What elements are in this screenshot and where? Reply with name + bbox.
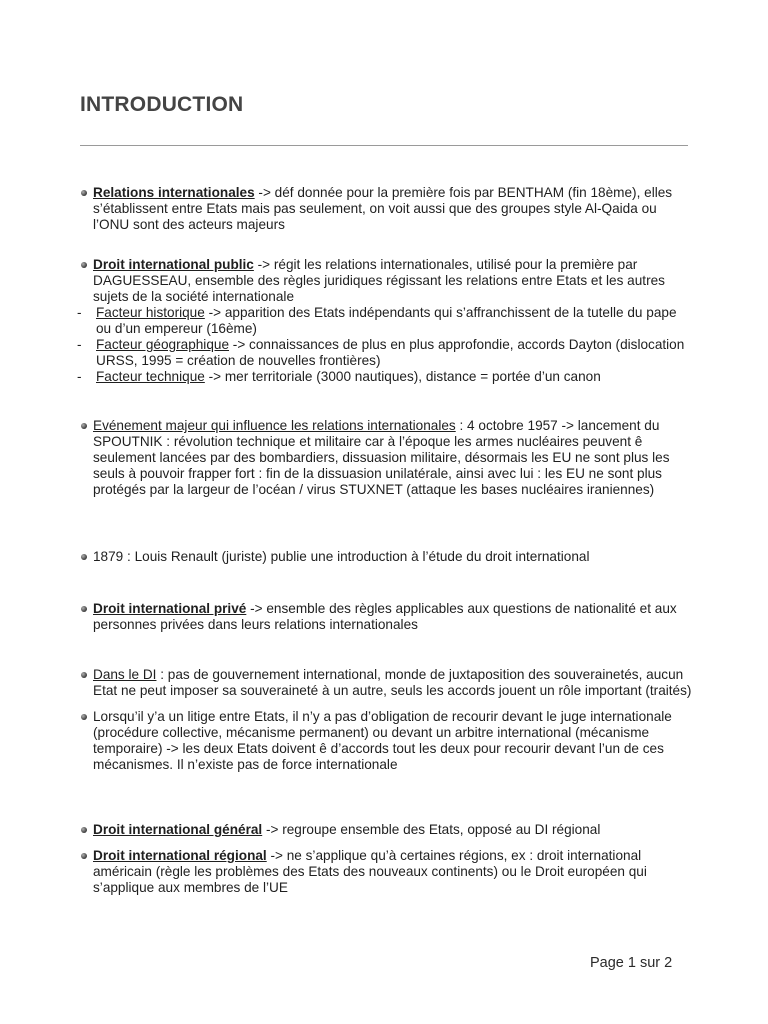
- list-item: [80, 257, 692, 305]
- sub-term: Facteur géographique: [96, 337, 230, 352]
- section-droit-international-public: [77, 257, 692, 385]
- bullet-icon: [81, 554, 87, 560]
- term: Relations internationales: [93, 185, 255, 200]
- definition-text: -> régit les relations internationales, utilisé pour la première par DAGUESSEAU, ensemble des règles juridiques régissant les relations entre Etats et les autres sujets de la société internationale: [93, 257, 665, 304]
- definition-text: : 4 octobre 1957 -> lancement du SPOUTNIK : révolution technique et militaire car à l’époque les armes nucléaires peuvent ê seulement lancées par des bombardiers, dissuasion militaire, désormais les EU ne sont plus les seuls à pouvoir frapper fort : fin de la dissuasion unilatérale, ainsi avec lui : les EU ne sont plus protégés par la largeur de l’océan / virus STUXNET (attaque les bases nucléaires iraniennes): [93, 418, 670, 497]
- sub-term: Facteur historique: [96, 305, 205, 320]
- definition-text: -> regroupe ensemble des Etats, opposé au DI régional: [262, 822, 601, 837]
- dash-bullet-icon: -: [77, 305, 82, 320]
- sub-item-facteur-technique: [77, 369, 692, 385]
- dash-bullet-icon: -: [77, 337, 82, 352]
- sub-term: Facteur technique: [96, 369, 205, 384]
- list-item: [80, 418, 692, 498]
- list-item: [80, 667, 692, 699]
- bullet-icon: [81, 827, 87, 833]
- definition-text: 1879 : Louis Renault (juriste) publie une introduction à l’étude du droit international: [93, 549, 590, 564]
- bullet-icon: [81, 672, 87, 678]
- bullet-icon: [81, 606, 87, 612]
- term: Droit international général: [93, 822, 263, 837]
- term: Droit international régional: [93, 848, 267, 863]
- term: Dans le DI: [93, 667, 157, 682]
- page-number: Page 1 sur 2: [590, 955, 673, 971]
- bullet-icon: [81, 262, 87, 268]
- bullet-icon: [81, 190, 87, 196]
- dash-bullet-icon: -: [77, 369, 82, 384]
- list-item: [80, 185, 692, 233]
- list-item: [80, 601, 692, 633]
- sub-item-facteur-geographique: [77, 337, 692, 369]
- sub-item-facteur-historique: [77, 305, 692, 337]
- definition-text: : pas de gouvernement international, monde de juxtaposition des souverainetés, aucun Etat ne peut imposer sa souveraineté à un autre, seuls les accords jouent un rôle important (traités): [93, 667, 692, 698]
- bullet-icon: [81, 714, 87, 720]
- term: Droit international public: [93, 257, 254, 272]
- list-item: [80, 709, 692, 773]
- sub-text: -> apparition des Etats indépendants qui s’affranchissent de la tutelle du pape ou d’un empereur (16ème): [96, 305, 677, 336]
- bullet-icon: [81, 853, 87, 859]
- section-evenement-majeur: [80, 418, 692, 498]
- section-droit-international-prive: [80, 601, 692, 633]
- title-divider: [80, 145, 688, 146]
- bullet-icon: [81, 423, 87, 429]
- definition-text: -> déf donnée pour la première fois par BENTHAM (fin 18ème), elles s’établissent entre Etats mais pas seulement, on voit aussi que des groupes style Al-Qaida ou l’ONU sont des acteurs majeurs: [93, 185, 673, 232]
- definition-text: -> ne s’applique qu’à certaines régions, ex : droit international américain (règle les problèmes des Etats des nouveaux continents) ou le Droit européen qui s’applique aux membres de l’UE: [93, 848, 647, 895]
- list-item: [80, 822, 692, 838]
- list-item: [80, 549, 692, 565]
- section-1879: [80, 549, 692, 565]
- section-relations-internationales: [80, 185, 692, 233]
- sub-text: -> mer territoriale (3000 nautiques), distance = portée d’un canon: [204, 369, 601, 384]
- sub-text: -> connaissances de plus en plus approfondie, accords Dayton (dislocation URSS, 1995 = création de nouvelles frontières): [96, 337, 685, 368]
- definition-text: -> ensemble des règles applicables aux questions de nationalité et aux personnes privées dans leurs relations internationales: [93, 601, 677, 632]
- section-dans-le-di: [80, 667, 692, 773]
- definition-text: Lorsqu’il y’a un litige entre Etats, il n’y a pas d’obligation de recourir devant le juge internationale (procédure collective, mécanisme permanent) ou devant un arbitre international (mécanisme temporaire) -> les deux Etats doivent ê d’accords tout les deux pour recourir devant l’un de ces mécanismes. Il n’existe pas de force internationale: [93, 709, 672, 772]
- term: Evénement majeur qui influence les relations internationales: [93, 418, 456, 433]
- section-droit-international-general: [80, 822, 692, 896]
- list-item: [80, 848, 692, 896]
- term: Droit international privé: [93, 601, 247, 616]
- page-title: INTRODUCTION: [80, 93, 244, 116]
